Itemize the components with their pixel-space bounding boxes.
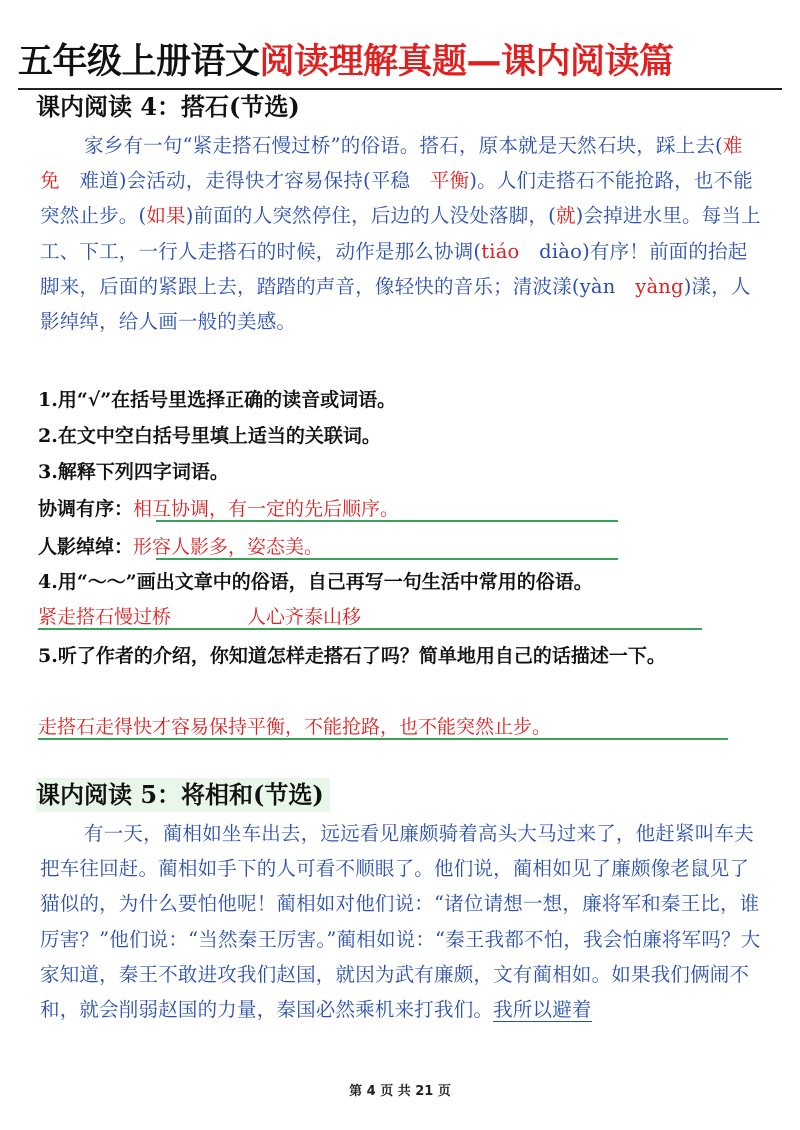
answer-line (38, 628, 702, 630)
question-5-answer: 走搭石走得快才容易保持平衡，不能抢路，也不能突然止步。 (38, 716, 552, 738)
term-1-answer: 相互协调，有一定的先后顺序。 (133, 498, 400, 520)
answer-line (156, 520, 618, 522)
section-5-heading: 课内阅读 5：将相和(节选) (36, 778, 330, 812)
option-correct-1: 难免 (40, 134, 743, 193)
conjunction-1: 如果 (146, 204, 186, 228)
answer-line (38, 738, 728, 740)
proverb: 紧走搭石慢过桥 (192, 134, 331, 157)
section-5-passage: 有一天，蔺相如坐车出去，远远看见廉颇骑着高头大马过来了，他赶紧叫车夫把车往回赶。蔺相如手下的人可看不顺眼了。他们说，蔺相如见了廉颇像老鼠见了猫似的，为什么要怕他呢！蔺相如对他们说：“诸位请想一想，廉将军和秦王比，谁厉害？”他们说：“当然秦王厉害。”蔺相如说：“秦王我都不怕，我会怕廉将军吗？大家知道，秦王不敢进攻我们赵国，就因为武有廉颇，文有蔺相如。如果我们俩闹不和，就会削弱赵国的力量，秦国必然乘机来打我们。我所以避着 (40, 822, 761, 1022)
question-1: 1.用“√”在括号里选择正确的读音或词语。 (38, 389, 397, 411)
question-5: 5.听了作者的介绍，你知道怎样走搭石了吗？简单地用自己的话描述一下。 (38, 645, 666, 667)
page-title-black: 五年级上册语文 (18, 42, 260, 82)
question-4-answer: 紧走搭石慢过桥 人心齐泰山移 (38, 606, 362, 628)
pinyin-correct-1: tiáo (481, 239, 520, 263)
page-title-red: 阅读理解真题—课内阅读篇 (259, 42, 674, 82)
pinyin-correct-2: yàng (615, 274, 684, 298)
page-footer: 第 4 页 共 21 页 (349, 1084, 451, 1099)
page-title (18, 38, 782, 86)
question-3: 3.解释下列四字词语。 (38, 461, 229, 483)
term-1-label: 协调有序： (38, 498, 134, 520)
term-2-answer: 形容人影多，姿态美。 (133, 536, 324, 558)
conjunction-2: 就 (555, 204, 576, 228)
section-4-passage: 家乡有一句“紧走搭石慢过桥”的俗语。搭石，原本就是天然石块，踩上去(难免 难道)会活动，走得快才容易保持(平稳 平衡)。人们走搭石不能抢路，也不能突然止步。(如果)前面的人突然停住，后边的人没处落脚，(就)会掉进水里。每当上工、下工，一行人走搭石的时候，动作是那么协调(tiáo diào)有序！前面的抬起脚来，后面的紧跟上去，踏踏的声音，像轻快的音乐；清波漾(yàn yàng)漾，人影绰绰，给人画一般的美感。 (40, 134, 761, 334)
option-correct-2: 平衡 (429, 169, 470, 193)
answer-line (156, 558, 618, 560)
question-2: 2.在文中空白括号里填上适当的关联词。 (38, 425, 381, 447)
term-2-label: 人影绰绰： (38, 536, 134, 558)
question-4: 4.用“～～”画出文章中的俗语，自己再写一句生活中常用的俗语。 (38, 571, 593, 593)
underlined-text: 我所以避着 (493, 998, 592, 1022)
section-4-heading: 课内阅读 4：搭石(节选) (36, 92, 300, 121)
